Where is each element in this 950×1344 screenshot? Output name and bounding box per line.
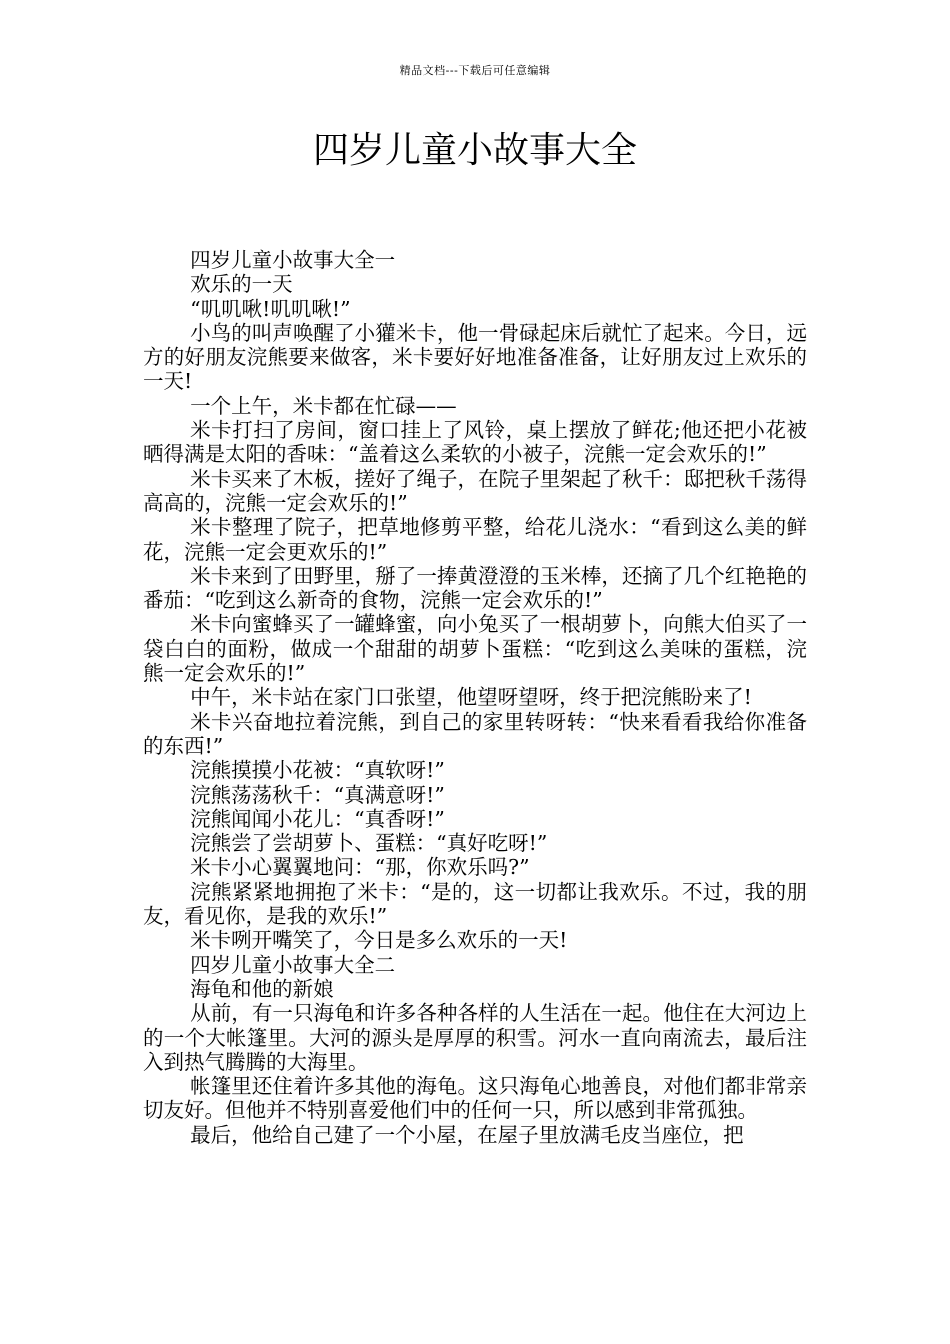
paragraph: 中午，米卡站在家门口张望，他望呀望呀，终于把浣熊盼来了!: [190, 685, 752, 710]
paragraph: 米卡打扫了房间，窗口挂上了风铃，桌上摆放了鲜花;他还把小花被晒得满是太阳的香味：“盖着这么柔软的小被子，浣熊一定会欢乐的!”: [143, 418, 807, 467]
document-body: [143, 248, 807, 1147]
paragraph: 米卡买来了木板，搓好了绳子，在院子里架起了秋千：邸把秋千荡得高高的，浣熊一定会欢乐的!”: [143, 466, 807, 515]
paragraph: 浣熊闻闻小花儿：“真香呀!”: [190, 806, 445, 831]
paragraph: 四岁儿童小故事大全二: [190, 952, 396, 977]
paragraph: 米卡来到了田野里，掰了一捧黄澄澄的玉米棒，还摘了几个红艳艳的番茄：“吃到这么新奇的食物，浣熊一定会欢乐的!”: [143, 563, 807, 613]
paragraph: 帐篷里还住着许多其他的海龟。这只海龟心地善良，对他们都非常亲切友好。但他并不特别喜爱他们中的任何一只，所以感到非常孤独。: [143, 1074, 807, 1123]
paragraph: 米卡小心翼翼地问：“那，你欢乐吗?”: [190, 855, 530, 880]
paragraph: 浣熊荡荡秋千：“真满意呀!”: [190, 782, 445, 807]
paragraph: 浣熊尝了尝胡萝卜、蛋糕：“真好吃呀!”: [190, 831, 548, 856]
paragraph: 从前，有一只海龟和许多各种各样的人生活在一起。他住在大河边上的一个大帐篷里。大河的源头是厚厚的积雪。河水一直向南流去，最后注入到热气腾腾的大海里。: [143, 1001, 807, 1074]
paragraph: 米卡兴奋地拉着浣熊，到自己的家里转呀转：“快来看看我给你准备的东西!”: [143, 709, 807, 758]
paragraph: 浣熊紧紧地拥抱了米卡：“是的，这一切都让我欢乐。不过，我的朋友，看见你，是我的欢乐!”: [143, 879, 807, 929]
paragraph: 米卡整理了院子，把草地修剪平整，给花儿浇水：“看到这么美的鲜花，浣熊一定会更欢乐的!”: [143, 515, 807, 564]
paragraph: 小鸟的叫声唤醒了小獾米卡，他一骨碌起床后就忙了起来。今日，远方的好朋友浣熊要来做客，米卡要好好地准备准备，让好朋友过上欢乐的一天!: [143, 320, 807, 394]
document-title: 四岁儿童小故事大全: [312, 130, 637, 171]
paragraph: 一个上午，米卡都在忙碌——: [190, 393, 457, 418]
paragraph: 海龟和他的新娘: [190, 976, 334, 1001]
paragraph: 米卡咧开嘴笑了，今日是多么欢乐的一天!: [190, 928, 568, 953]
page-header: 精品文档---下载后可任意编辑: [399, 64, 551, 77]
paragraph: 浣熊摸摸小花被：“真软呀!”: [190, 758, 445, 783]
paragraph: 四岁儿童小故事大全一: [190, 248, 396, 272]
paragraph: 欢乐的一天: [190, 272, 293, 297]
paragraph: 最后，他给自己建了一个小屋，在屋子里放满毛皮当座位，把: [190, 1122, 744, 1147]
paragraph: “叽叽啾!叽叽啾!”: [190, 296, 351, 321]
paragraph: 米卡向蜜蜂买了一罐蜂蜜，向小兔买了一根胡萝卜，向熊大伯买了一袋白白的面粉，做成一个甜甜的胡萝卜蛋糕：“吃到这么美味的蛋糕，浣熊一定会欢乐的!”: [143, 612, 807, 686]
